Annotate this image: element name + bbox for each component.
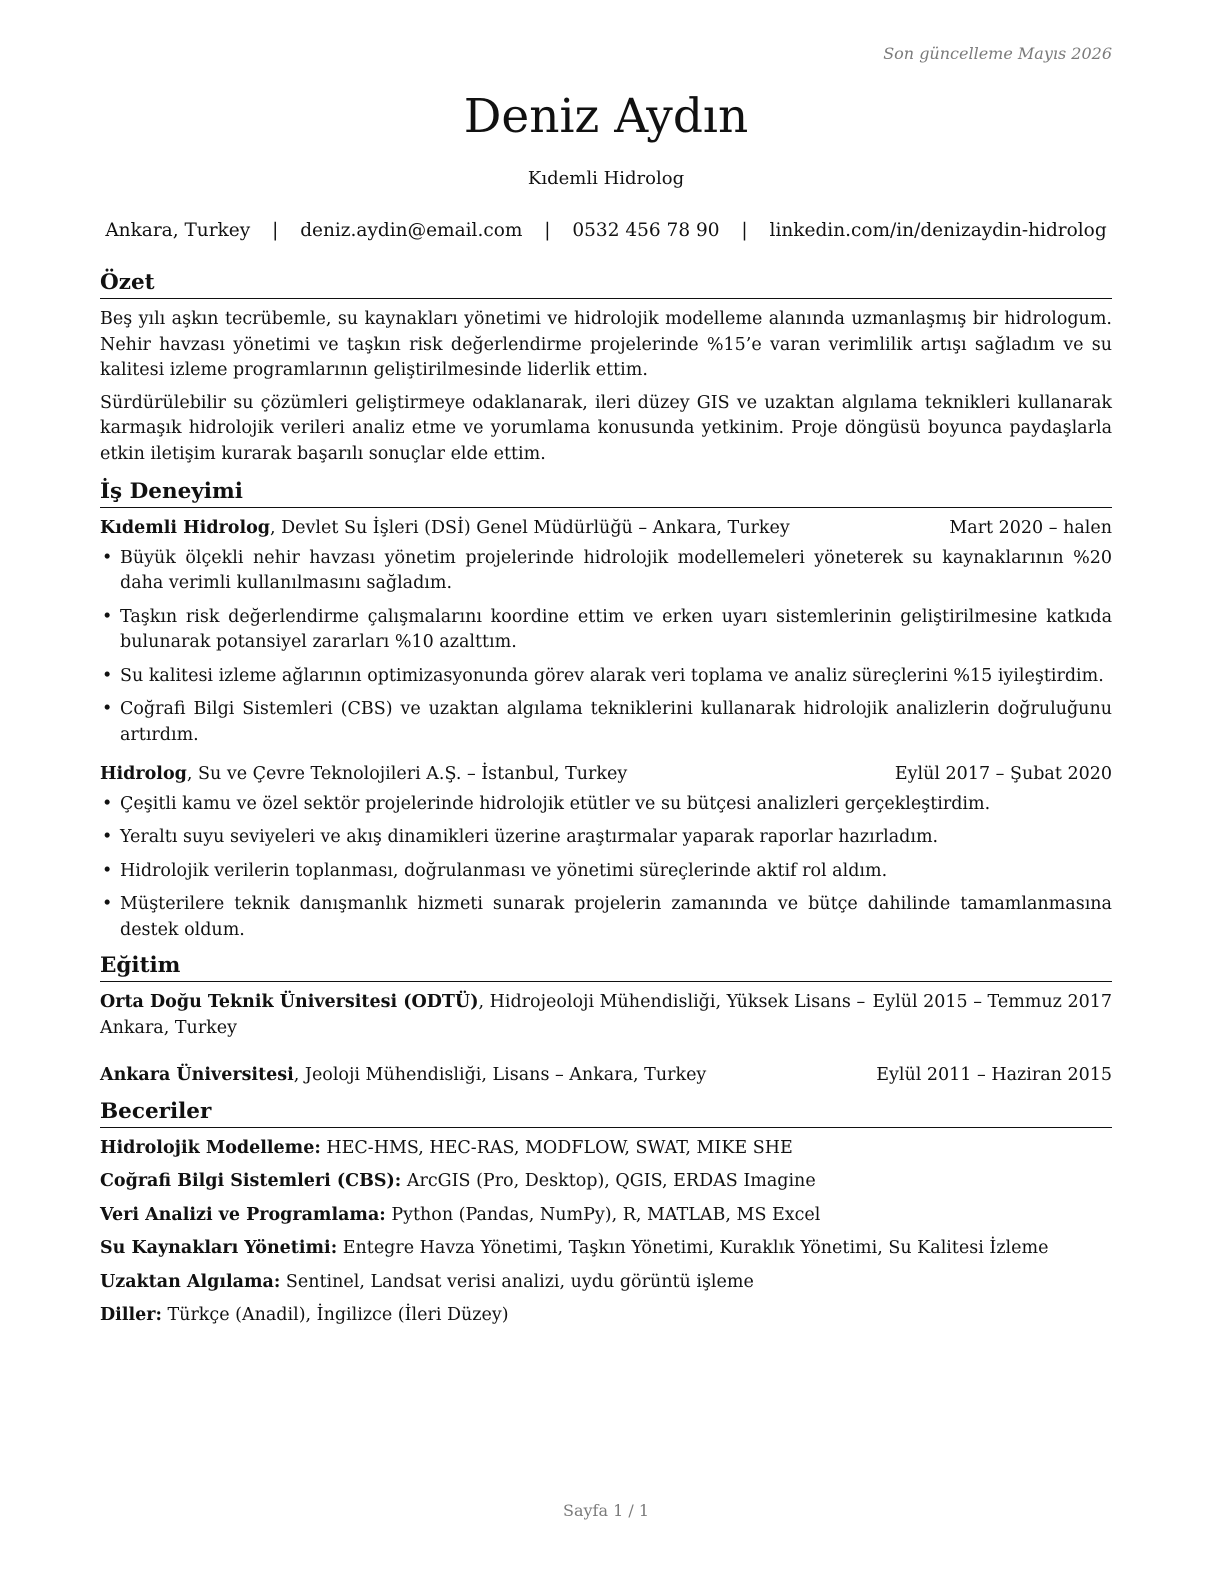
skill-label: Diller: [100, 1305, 162, 1325]
education-header [100, 990, 1112, 1016]
contact-separator: | [741, 220, 748, 241]
education-section [100, 951, 1112, 1089]
job-organization: , Su ve Çevre Teknolojileri A.Ş. – İstanbul, Turkey [186, 764, 628, 784]
job-bullets [100, 546, 1112, 749]
contact-separator: | [544, 220, 551, 241]
skill-row [100, 1236, 1112, 1262]
education-dates: Eylül 2015 – Temmuz 2017 [872, 992, 1112, 1012]
education-school: Orta Doğu Teknik Üniversitesi (ODTÜ) [100, 992, 479, 1012]
skill-value: Entegre Havza Yönetimi, Taşkın Yönetimi, Kuraklık Yönetimi, Su Kalitesi İzleme [337, 1238, 1049, 1258]
skill-value: HEC-HMS, HEC-RAS, MODFLOW, SWAT, MIKE SHE [320, 1137, 793, 1158]
contact-line [100, 219, 1112, 243]
section-heading-summary: Özet [100, 268, 1112, 299]
education-entry [100, 1063, 1112, 1089]
job-role: Kıdemli Hidrolog [100, 518, 271, 538]
section-heading-education: Eğitim [100, 951, 1112, 982]
skill-label: Veri Analizi ve Programlama: [100, 1204, 386, 1225]
education-school-detail [100, 1063, 706, 1089]
section-heading-skills: Beceriler [100, 1097, 1112, 1128]
skill-row [100, 1203, 1112, 1229]
job-organization: , Devlet Su İşleri (DSİ) Genel Müdürlüğü – Ankara, Turkey [270, 518, 790, 538]
page-number: Sayfa 1 / 1 [562, 1501, 649, 1520]
education-header [100, 1063, 1112, 1089]
job-bullet: • Su kalitesi izleme ağlarının optimizasyonunda görev alarak veri toplama ve analiz süreçlerini %15 iyileştirdim. [100, 664, 1112, 690]
education-location: Ankara, Turkey [100, 1017, 238, 1038]
skill-label: Su Kaynakları Yönetimi: [100, 1238, 338, 1258]
contact-separator: | [272, 220, 279, 241]
job-dates: Mart 2020 – halen [949, 518, 1112, 538]
contact-location: Ankara, Turkey [105, 220, 251, 241]
contact-linkedin[interactable]: linkedin.com/in/denizaydin-hidrolog [769, 220, 1107, 241]
job-role: Hidrolog [100, 764, 187, 784]
job-dates: Eylül 2017 – Şubat 2020 [894, 764, 1112, 784]
resume-page [100, 0, 1112, 1584]
skill-value: Python (Pandas, NumPy), R, MATLAB, MS Excel [385, 1204, 821, 1225]
job-bullet: • Taşkın risk değerlendirme çalışmalarını koordine ettim ve erken uyarı sistemlerinin geliştirilmesine katkıda bulunarak potansiyel zararları %10 azalttım. [100, 605, 1112, 656]
job-bullet: • Büyük ölçekli nehir havzası yönetim projelerinde hidrolojik modellemeleri yöneterek su kaynaklarının %20 daha verimli kullanılmasını sağladım. [100, 546, 1112, 597]
resume-content [100, 268, 1112, 1337]
skill-row [100, 1303, 1112, 1329]
job-entry [100, 516, 1112, 748]
job-role-org [100, 762, 627, 788]
candidate-title: Kıdemli Hidrolog [527, 168, 685, 189]
job-header [100, 762, 1112, 788]
job-bullet: • Çeşitli kamu ve özel sektör projelerinde hidrolojik etütler ve su bütçesi analizleri gerçekleştirdim. [100, 792, 1112, 818]
job-bullets [100, 792, 1112, 944]
summary-paragraph: Beş yılı aşkın tecrübemle, su kaynakları yönetimi ve hidrolojik modelleme alanında uzmanlaşmış bir hidrologum. Nehir havzası yönetimi ve taşkın risk değerlendirme projelerinde %15’e varan verimlilik artışı sağladım ve su kalitesi izleme programlarının geliştirilmesinde liderlik ettim. [100, 309, 1112, 380]
job-bullet: • Yeraltı suyu seviyeleri ve akış dinamikleri üzerine araştırmalar yaparak raporlar hazırladım. [100, 825, 1112, 851]
education-detail: , Jeoloji Mühendisliği, Lisans – Ankara, Turkey [293, 1065, 707, 1085]
summary-paragraph: Sürdürülebilir su çözümleri geliştirmeye odaklanarak, ileri düzey GIS ve uzaktan algılama teknikleri kullanarak karmaşık hidrolojik verileri analiz etme ve yorumlama konusunda yetkinim. Proje döngüsü boyunca paydaşlarla etkin iletişim kurarak başarılı sonuçlar elde ettim. [100, 392, 1112, 464]
skill-value: Sentinel, Landsat verisi analizi, uydu görüntü işleme [280, 1271, 754, 1292]
skill-row [100, 1270, 1112, 1296]
job-bullet: • Coğrafi Bilgi Sistemleri (CBS) ve uzaktan algılama tekniklerini kullanarak hidrolojik analizlerin doğruluğunu artırdım. [100, 697, 1112, 748]
job-bullet: • Müşterilere teknik danışmanlık hizmeti sunarak projelerin zamanında ve bütçe dahilinde tamamlanmasına destek oldum. [100, 892, 1112, 943]
job-header [100, 516, 1112, 542]
contact-email[interactable]: deniz.aydin@email.com [300, 220, 523, 241]
skill-value: Türkçe (Anadil), İngilizce (İleri Düzey) [161, 1305, 509, 1325]
summary-section [100, 268, 1112, 467]
skill-row [100, 1136, 1112, 1162]
job-entry [100, 762, 1112, 943]
last-updated-note: Son güncelleme Mayıs 2026 [883, 44, 1112, 63]
skill-label: Coğrafi Bilgi Sistemleri (CBS): [100, 1171, 402, 1191]
job-role-org [100, 516, 790, 542]
job-bullet: • Hidrolojik verilerin toplanması, doğrulanması ve yönetimi süreçlerinde aktif rol aldım. [100, 859, 1112, 885]
experience-section [100, 477, 1112, 943]
education-detail: , Hidrojeoloji Mühendisliği, Yüksek Lisans – [478, 992, 866, 1012]
education-school: Ankara Üniversitesi [100, 1065, 294, 1085]
education-school-detail [100, 990, 865, 1016]
skills-section [100, 1097, 1112, 1329]
skill-label: Hidrolojik Modelleme: [100, 1137, 321, 1158]
skill-row [100, 1169, 1112, 1195]
contact-phone: 0532 456 78 90 [572, 220, 720, 241]
skill-label: Uzaktan Algılama: [100, 1271, 281, 1292]
skill-value: ArcGIS (Pro, Desktop), QGIS, ERDAS Imagine [401, 1171, 816, 1191]
education-entry [100, 990, 1112, 1041]
section-heading-experience: İş Deneyimi [100, 477, 1112, 508]
education-dates: Eylül 2011 – Haziran 2015 [876, 1065, 1112, 1085]
candidate-name: Deniz Aydın [463, 89, 749, 144]
